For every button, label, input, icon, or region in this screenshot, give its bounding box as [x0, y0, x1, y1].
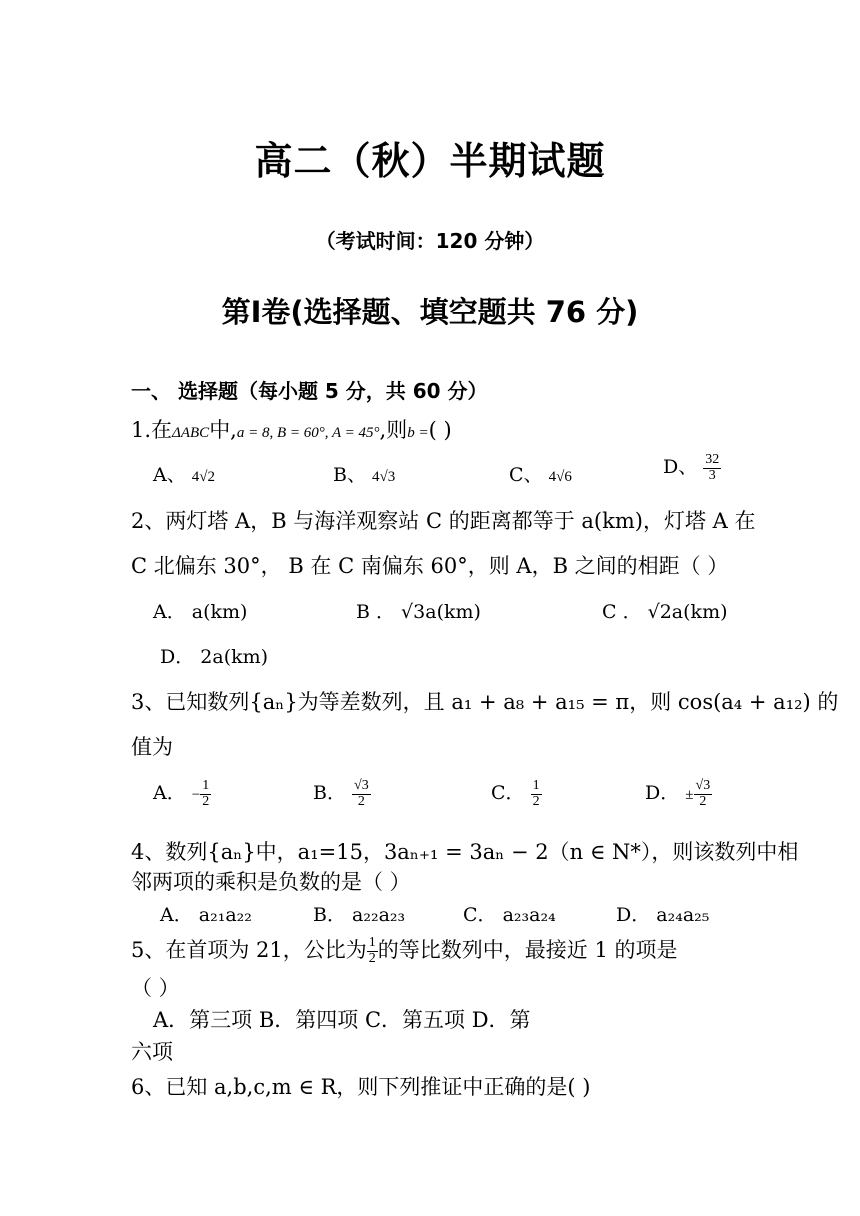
- section-heading: 一、 选择题（每小题 5 分，共 60 分）: [131, 379, 488, 403]
- q5-ratio-denominator: 2: [368, 951, 376, 966]
- q5-ratio-numerator: 1: [368, 935, 376, 951]
- q3-option-b-numerator: √3: [354, 777, 369, 793]
- q3-option-b-denominator: 2: [357, 793, 365, 809]
- q2-option-a: A． a(km): [153, 601, 248, 623]
- question-6-line-1: 6、已知 a,b,c,m ∈ R，则下列推证中正确的是( ): [131, 1075, 591, 1099]
- q1-option-c: [509, 460, 572, 487]
- part-heading: 第Ⅰ卷(选择题、填空题共 76 分): [221, 295, 639, 329]
- q3-option-d: [645, 778, 712, 809]
- question-5-line-2: （ ）: [131, 976, 180, 1000]
- q1-option-d-label: D、: [663, 456, 698, 478]
- q2-option-b: B ． √3a(km): [356, 601, 481, 623]
- question-5-line-1: [131, 934, 677, 967]
- q3-option-d-fraction: [694, 779, 713, 809]
- q1-option-d: [663, 452, 721, 483]
- q1-prefix: 1.在: [131, 418, 173, 442]
- q1-ask: b =: [407, 425, 429, 441]
- question-5-line-4: 六项: [131, 1040, 173, 1064]
- q5-options: A．第三项 B．第四项 C．第五项 D．第: [153, 1008, 531, 1032]
- question-4-line-2: 邻两项的乘积是负数的是（ ）: [131, 870, 411, 894]
- q1-option-a: [153, 460, 215, 487]
- q3-option-a-label: A．: [153, 782, 186, 804]
- q5-stem-prefix: 5、在首项为 21，公比为: [131, 938, 367, 962]
- q3-option-a-denominator: 2: [202, 793, 210, 809]
- q4-option-d: D． a₂₄a₂₅: [616, 904, 710, 926]
- q1-mid: 中,: [209, 418, 237, 442]
- q2-option-c: C ． √2a(km): [602, 601, 728, 623]
- question-2-line-2: C 北偏东 30°， B 在 C 南偏东 60°，则 A，B 之间的相距（ ）: [131, 554, 729, 578]
- q3-option-d-sign: ±: [685, 787, 694, 803]
- q3-option-b-fraction: [352, 779, 371, 809]
- q5-stem-suffix: 的等比数列中，最接近 1 的项是: [377, 938, 678, 962]
- q2-option-d: D． 2a(km): [160, 646, 269, 668]
- exam-duration: （考试时间：120 分钟）: [315, 229, 545, 253]
- q1-option-b: [333, 460, 395, 487]
- question-3-line-1: 3、已知数列{aₙ}为等差数列，且 a₁ + a₈ + a₁₅ = π，则 cos(a₄ + a₁₂) 的: [131, 690, 839, 714]
- question-3-line-2: 值为: [131, 735, 173, 759]
- q4-option-c: C． a₂₃a₂₄: [463, 904, 556, 926]
- q5-ratio-fraction: [367, 936, 378, 966]
- q3-option-a-fraction: [200, 779, 211, 809]
- q4-option-b: B． a₂₂a₂₃: [313, 904, 406, 926]
- q3-option-c: [491, 778, 542, 809]
- q3-option-c-denominator: 2: [532, 793, 540, 809]
- q3-option-d-numerator: √3: [695, 777, 711, 793]
- q1-option-c-label: C、: [509, 464, 543, 486]
- q3-option-c-numerator: 1: [532, 777, 540, 793]
- q3-option-a-numerator: 1: [202, 777, 210, 793]
- q1-option-a-label: A、: [153, 464, 186, 486]
- q3-option-a: [153, 778, 211, 809]
- question-4-line-1: 4、数列{aₙ}中，a₁=15，3aₙ₊₁ = 3aₙ − 2（n ∈ N*），则该数列中相: [131, 840, 799, 864]
- q3-option-c-fraction: [531, 779, 542, 809]
- q3-option-d-label: D．: [645, 782, 680, 804]
- q3-option-c-label: C．: [491, 782, 525, 804]
- q1-condition: a = 8, B = 60°, A = 45°: [236, 425, 380, 441]
- question-1-stem: [131, 414, 452, 444]
- q1-option-a-value: 4√2: [191, 469, 216, 485]
- q3-option-b-label: B．: [313, 782, 346, 804]
- q1-option-b-label: B、: [333, 464, 366, 486]
- q1-option-b-value: 4√3: [372, 469, 396, 485]
- q3-option-d-denominator: 2: [699, 793, 707, 809]
- q4-option-a: A． a₂₁a₂₂: [160, 904, 252, 926]
- q1-option-d-fraction: [703, 453, 721, 483]
- page-title: 高二（秋）半期试题: [254, 139, 606, 183]
- q1-triangle: ΔABC: [172, 425, 210, 441]
- q1-option-c-value: 4√6: [548, 469, 572, 485]
- q1-option-d-denominator: 3: [708, 467, 716, 483]
- q1-option-d-numerator: 32: [705, 451, 720, 467]
- q1-then: ,则: [379, 418, 408, 442]
- question-2-line-1: 2、两灯塔 A，B 与海洋观察站 C 的距离都等于 a(km)，灯塔 A 在: [131, 509, 756, 533]
- q3-option-a-sign: −: [191, 787, 201, 803]
- q3-option-b: [313, 778, 371, 809]
- q1-paren: ( ): [428, 418, 452, 442]
